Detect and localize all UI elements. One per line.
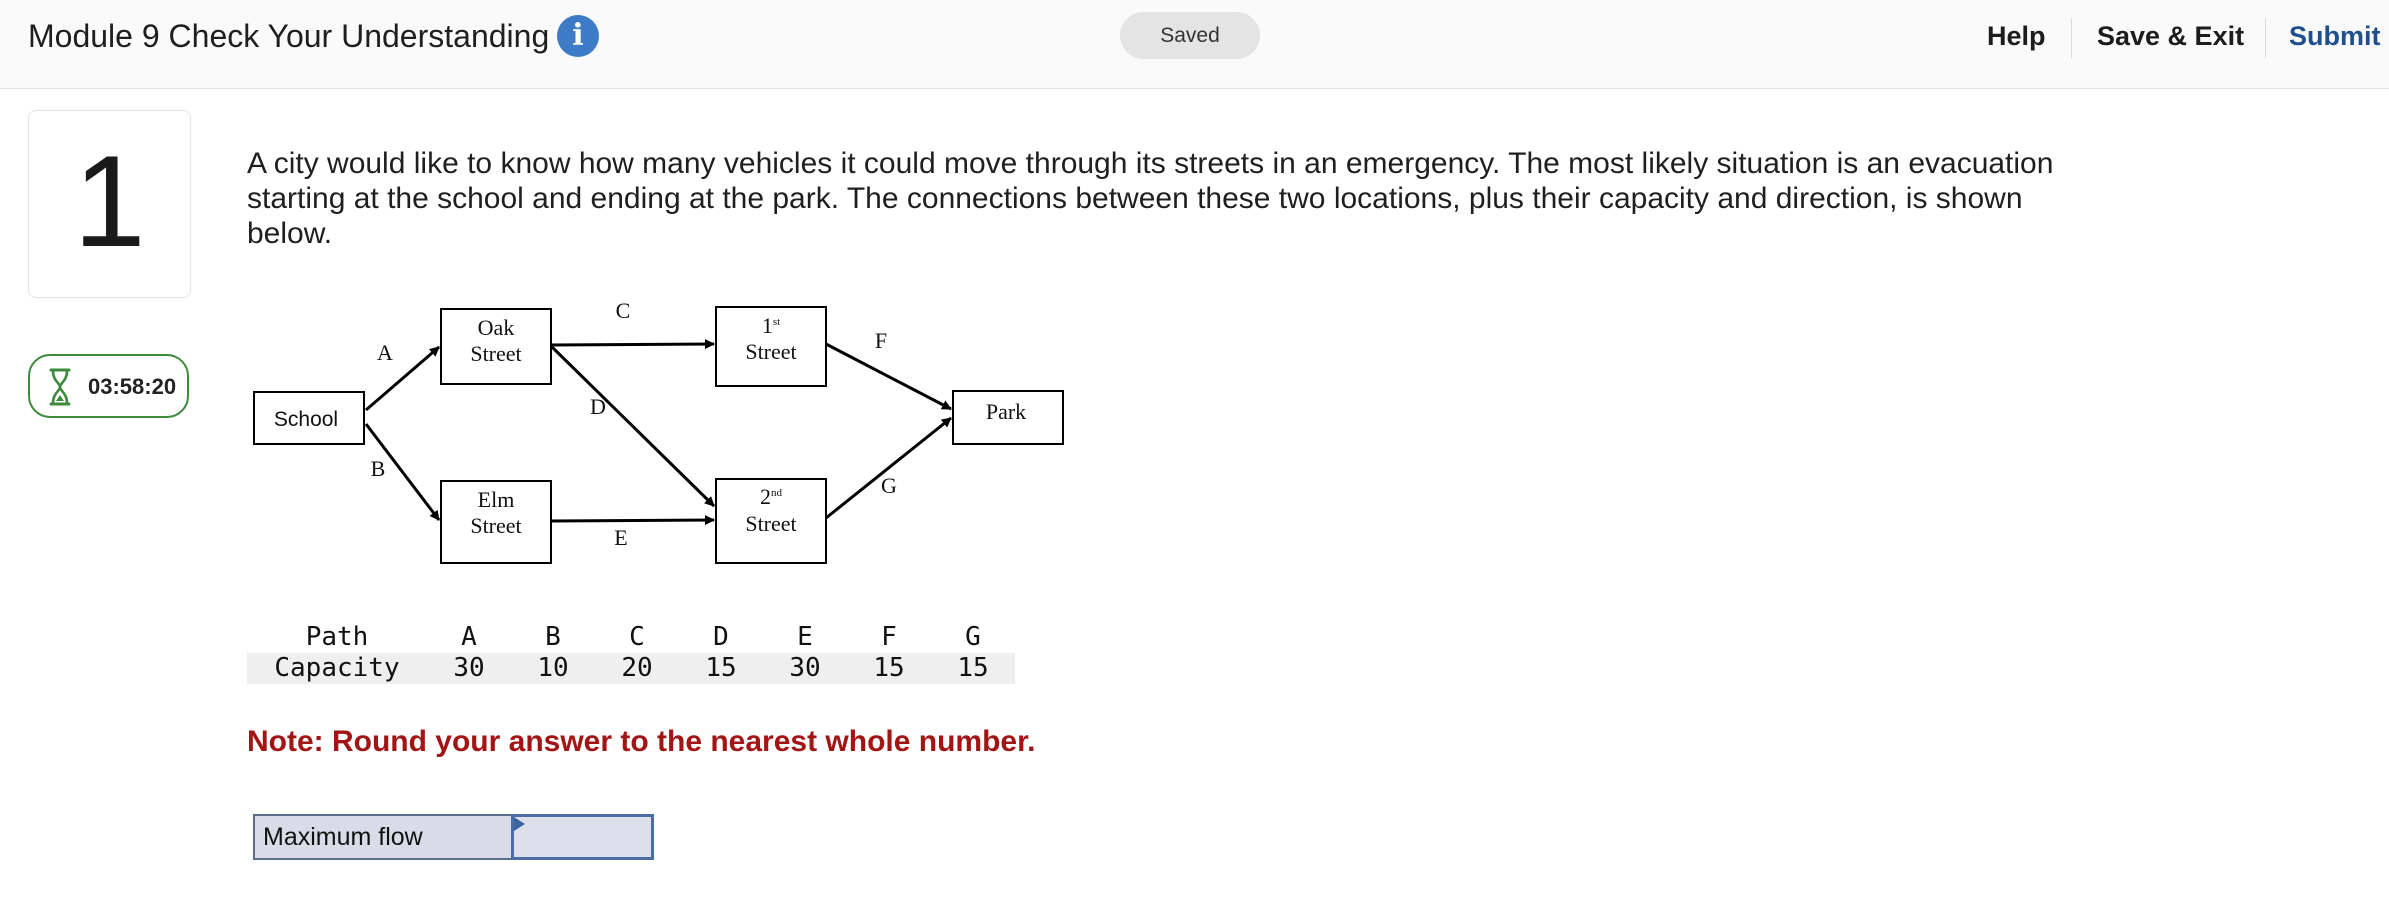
hourglass-icon (48, 368, 72, 406)
info-icon[interactable]: i (557, 15, 599, 57)
table-cell: D (713, 622, 729, 652)
edge-f-line (826, 344, 951, 409)
divider (2265, 18, 2266, 58)
maximum-flow-label: Maximum flow (263, 823, 423, 851)
table-row (247, 622, 1015, 653)
table-cell: 10 (511, 653, 595, 684)
submit-button[interactable]: Submit (2289, 21, 2381, 51)
table-cell: A (461, 622, 477, 652)
edge-d-line (552, 347, 714, 506)
node-elm-label-2: Street (470, 513, 522, 538)
question-prompt: A city would like to know how many vehicles it could move through its streets in an emergency. The most likely situation is an evacuation starting at the school and ending at the park. The connections between these two locations, plus their capacity and direction, is shown below. (247, 147, 2054, 250)
saved-status-badge: Saved (1120, 12, 1260, 59)
table-cell: G (965, 622, 981, 652)
edge-f-label: F (874, 328, 888, 353)
node-oak-label: Oak (477, 315, 515, 340)
divider (2071, 18, 2072, 58)
edge-a-label: A (377, 340, 393, 365)
edge-g-line (826, 418, 951, 518)
superscript: nd (771, 487, 782, 499)
node-first-label: 1st (761, 313, 781, 338)
rounding-note: Note: Round your answer to the nearest whole number. (247, 725, 1036, 758)
node-park-label: Park (985, 399, 1027, 424)
timer-text: 03:58:20 (88, 374, 177, 399)
table-cell: E (797, 622, 813, 652)
node-first-label-2: Street (745, 339, 797, 364)
table-cell: C (629, 622, 645, 652)
help-button[interactable]: Help (1987, 21, 2046, 51)
node-school-label: School (273, 408, 339, 431)
superscript: st (772, 316, 781, 328)
edge-c-label: C (615, 298, 631, 323)
node-second-label: 2nd (760, 484, 782, 509)
table-cell: 20 (595, 653, 679, 684)
edge-c-line (552, 344, 714, 345)
table-cell: 15 (931, 653, 1015, 684)
network-diagram (240, 282, 1080, 582)
question-number: 1 (73, 128, 146, 274)
table-cell: B (545, 622, 561, 652)
answer-row (253, 814, 654, 860)
table-row (247, 653, 1015, 684)
edge-b-label: B (370, 456, 386, 481)
table-header-cell: Capacity (247, 653, 427, 684)
capacity-table (247, 622, 1015, 684)
table-header-cell: Path (305, 622, 369, 652)
table-cell: 30 (763, 653, 847, 684)
table-cell: 15 (679, 653, 763, 684)
page-title: Module 9 Check Your Understanding (28, 18, 550, 54)
timer-badge[interactable] (28, 354, 189, 418)
top-bar (0, 0, 2389, 89)
node-elm-label: Elm (477, 487, 515, 512)
maximum-flow-input[interactable] (511, 814, 654, 860)
question-number-card (28, 110, 191, 298)
save-exit-button[interactable]: Save & Exit (2097, 21, 2245, 51)
table-cell: 15 (847, 653, 931, 684)
edge-e-label: E (614, 525, 628, 550)
edge-e-line (552, 520, 714, 521)
node-oak-label-2: Street (470, 341, 522, 366)
table-cell: F (881, 622, 897, 652)
table-cell: 30 (427, 653, 511, 684)
node-second-label-2: Street (745, 511, 797, 536)
edge-d-label: D (590, 394, 606, 419)
edge-g-label: G (881, 473, 897, 498)
flag-icon (514, 817, 525, 831)
